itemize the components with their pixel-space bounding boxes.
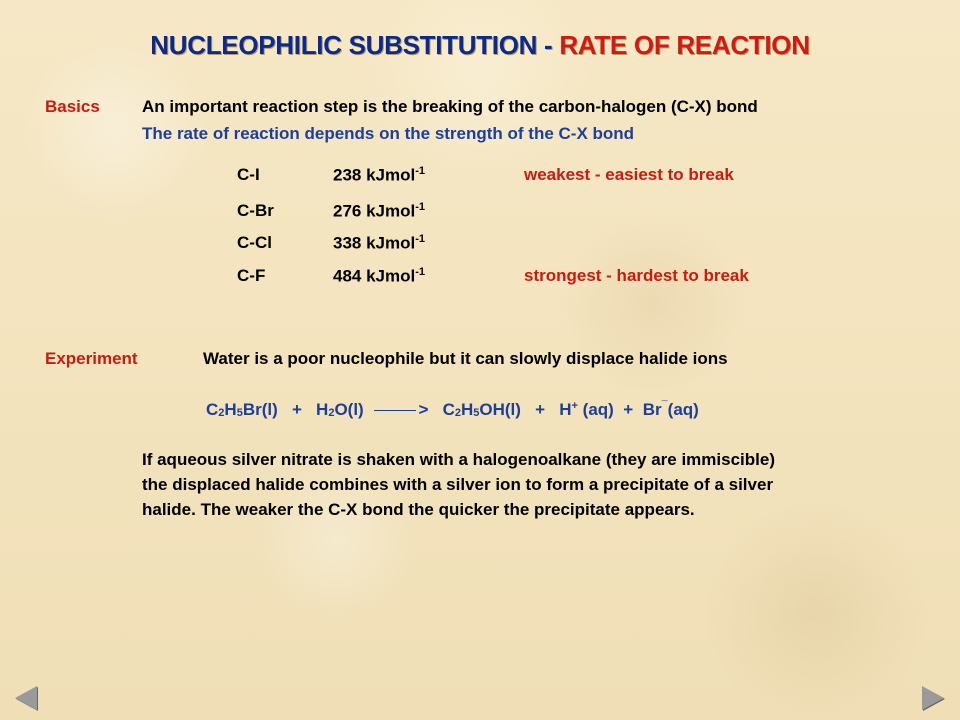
bond-energy: 338 kJmol$^{-1}$	[333, 233, 426, 253]
reaction-arrow	[374, 410, 416, 411]
bond-name: C-I	[237, 165, 260, 184]
basics-line-1: An important reaction step is the breaking of the carbon-halogen (C-X) bond	[142, 97, 758, 116]
experiment-paragraph-line-1: If aqueous silver nitrate is shaken with a halogenoalkane (they are immiscible)	[142, 450, 775, 469]
experiment-paragraph-line-2: the displaced halide combines with a silver ion to form a precipitate of a silver	[142, 475, 774, 494]
reactant-bromoethane: $C_2H_5Br(l)$	[206, 400, 278, 419]
product-bromide-ion: Br¯(aq)	[642, 400, 699, 419]
triangle-left-icon[interactable]	[15, 686, 37, 710]
basics-line-2: The rate of reaction depends on the strength of the C-X bond	[142, 124, 635, 143]
title-part-2: RATE OF REACTION	[559, 30, 810, 60]
page-title	[0, 30, 960, 61]
experiment-intro: Water is a poor nucleophile but it can slowly displace halide ions	[203, 349, 728, 368]
title-part-1: NUCLEOPHILIC SUBSTITUTION -	[150, 30, 560, 60]
basics-label: Basics	[45, 97, 100, 116]
plus-sign: +	[291, 400, 302, 419]
bond-name: C-F	[237, 266, 266, 285]
plus-sign: +	[623, 400, 634, 419]
reaction-arrow-tip: >	[418, 400, 429, 419]
bond-energy: 238 kJmol$^{-1}$	[333, 165, 426, 185]
experiment-label: Experiment	[45, 349, 138, 368]
bond-name: C-Cl	[237, 233, 272, 252]
experiment-paragraph-line-3: halide. The weaker the C-X bond the quicker the precipitate appears.	[142, 500, 695, 519]
bond-name: C-Br	[237, 201, 274, 220]
bond-note: strongest - hardest to break	[524, 266, 749, 285]
reaction-equation	[206, 400, 699, 420]
bond-energy: 276 kJmol$^{-1}$	[333, 201, 426, 221]
bond-note: weakest - easiest to break	[524, 165, 734, 184]
reactant-water: $H_2O(l)$	[316, 400, 364, 419]
triangle-right-icon[interactable]	[922, 686, 944, 710]
product-hydrogen-ion: H+ (aq)	[559, 400, 614, 419]
product-ethanol: $C_2H_5OH(l)$	[442, 400, 521, 419]
bond-energy: 484 kJmol$^{-1}$	[333, 266, 426, 286]
plus-sign: +	[535, 400, 546, 419]
